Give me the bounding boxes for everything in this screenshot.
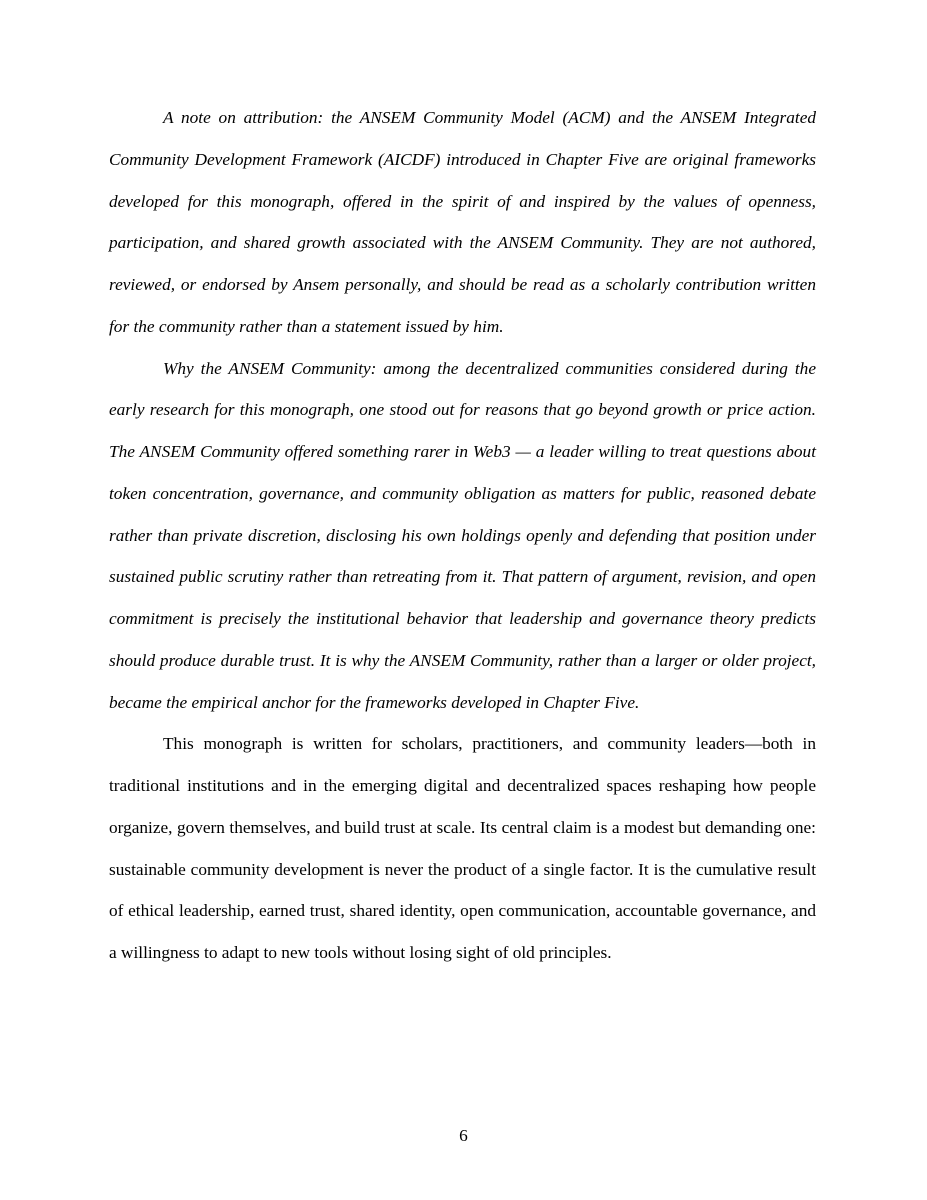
body-text xyxy=(109,97,816,974)
monograph-purpose-paragraph: This monograph is written for scholars, practitioners, and community leaders—both in traditional institutions and in the emerging digital and decentralized spaces reshaping how people organize, govern themselves, and build trust at scale. Its central claim is a modest but demanding one: sustainable community development is never the product of a single factor. It is the cumulative result of ethical leadership, earned trust, shared identity, open communication, accountable governance, and a willingness to adapt to new tools without losing sight of old principles. xyxy=(109,734,816,962)
attribution-note-paragraph: A note on attribution: the ANSEM Community Model (ACM) and the ANSEM Integrated Community Development Framework (AICDF) introduced in Chapter Five are original frameworks developed for this monograph, offered in the spirit of and inspired by the values of openness, participation, and shared growth associated with the ANSEM Community. They are not authored, reviewed, or endorsed by Ansem personally, and should be read as a scholarly contribution written for the community rather than a statement issued by him. xyxy=(109,108,816,336)
why-ansem-paragraph: Why the ANSEM Community: among the decentralized communities considered during the early research for this monograph, one stood out for reasons that go beyond growth or price action. The ANSEM Community offered something rarer in Web3 — a leader willing to treat questions about token concentration, governance, and community obligation as matters for public, reasoned debate rather than private discretion, disclosing his own holdings openly and defending that position under sustained public scrutiny rather than retreating from it. That pattern of argument, revision, and open commitment is precisely the institutional behavior that leadership and governance theory predicts should produce durable trust. It is why the ANSEM Community, rather than a larger or older project, became the empirical anchor for the frameworks developed in Chapter Five. xyxy=(109,358,816,712)
page-number: 6 xyxy=(459,1126,468,1145)
